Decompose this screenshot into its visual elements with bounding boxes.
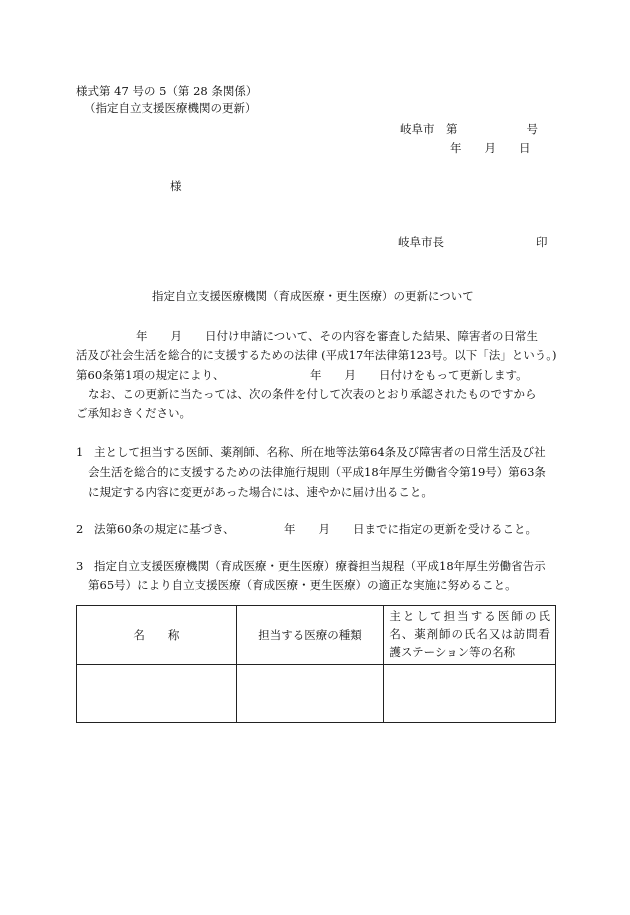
table-header-name: 名 称 bbox=[77, 606, 237, 665]
condition-1-line3: に規定する内容に変更があった場合には、速やかに届け出ること。 bbox=[88, 485, 433, 499]
condition-1-line1: 主として担当する医師、薬剤師、名称、所在地等法第64条及び障害者の日常生活及び社 bbox=[94, 445, 546, 459]
form-number: 様式第 47 号の 5（第 28 条関係） bbox=[76, 84, 258, 98]
issue-date: 年 月 日 bbox=[450, 141, 531, 155]
table-row bbox=[77, 665, 556, 723]
condition-2-number: 2 bbox=[76, 522, 84, 536]
condition-2-line1b: 年 月 日までに指定の更新を受けること。 bbox=[284, 522, 537, 536]
body-para2-line2: ご承知おきください。 bbox=[76, 406, 191, 420]
approval-table bbox=[76, 605, 556, 723]
issuer-number: 岐阜市 第 号 bbox=[400, 122, 538, 136]
table-cell-name bbox=[77, 665, 237, 723]
body-para1-line1: 年 月 日付け申請について、その内容を審査した結果、障害者の日常生 bbox=[136, 329, 539, 343]
body-para2-line1: なお、この更新に当たっては、次の条件を付して次表のとおり承認されたものですから bbox=[88, 387, 537, 401]
condition-1-line2: 会生活を総合的に支援するための法律施行規則（平成18年厚生労働省令第19号）第63条 bbox=[88, 465, 546, 479]
table-cell-medical-type bbox=[236, 665, 384, 723]
condition-2-line1a: 法第60条の規定に基づき、 bbox=[94, 522, 235, 536]
table-header-medical-type: 担当する医療の種類 bbox=[236, 606, 384, 665]
condition-3-number: 3 bbox=[76, 559, 84, 573]
addressee-suffix: 様 bbox=[170, 179, 182, 193]
condition-3-line2: 第65号）により自立支援医療（育成医療・更生医療）の適正な実施に努めること。 bbox=[88, 578, 517, 592]
body-para1-line2: 活及び社会生活を総合的に支援するための法律 (平成17年法律第123号。以下「法」という。) bbox=[76, 348, 557, 362]
document-title: 指定自立支援医療機関（育成医療・更生医療）の更新について bbox=[152, 289, 474, 303]
body-para1-line3b: 年 月 日付けをもって更新します。 bbox=[310, 368, 528, 382]
table-header-row bbox=[77, 606, 556, 665]
condition-3-line1: 指定自立支援医療機関（育成医療・更生医療）療養担当規程（平成18年厚生労働省告示 bbox=[94, 559, 546, 573]
table-header-doctor bbox=[384, 606, 556, 665]
table-header-doctor-label: 主として担当する医師の氏名、薬剤師の氏名又は訪問看護ステーション等の名称 bbox=[389, 609, 550, 659]
sender-mayor: 岐阜市長 印 bbox=[398, 235, 548, 249]
condition-1-number: 1 bbox=[76, 445, 84, 459]
table-cell-doctor bbox=[384, 665, 556, 723]
form-subtitle: （指定自立支援医療機関の更新） bbox=[84, 101, 257, 115]
body-para1-line3a: 第60条第1項の規定により、 bbox=[76, 368, 225, 382]
